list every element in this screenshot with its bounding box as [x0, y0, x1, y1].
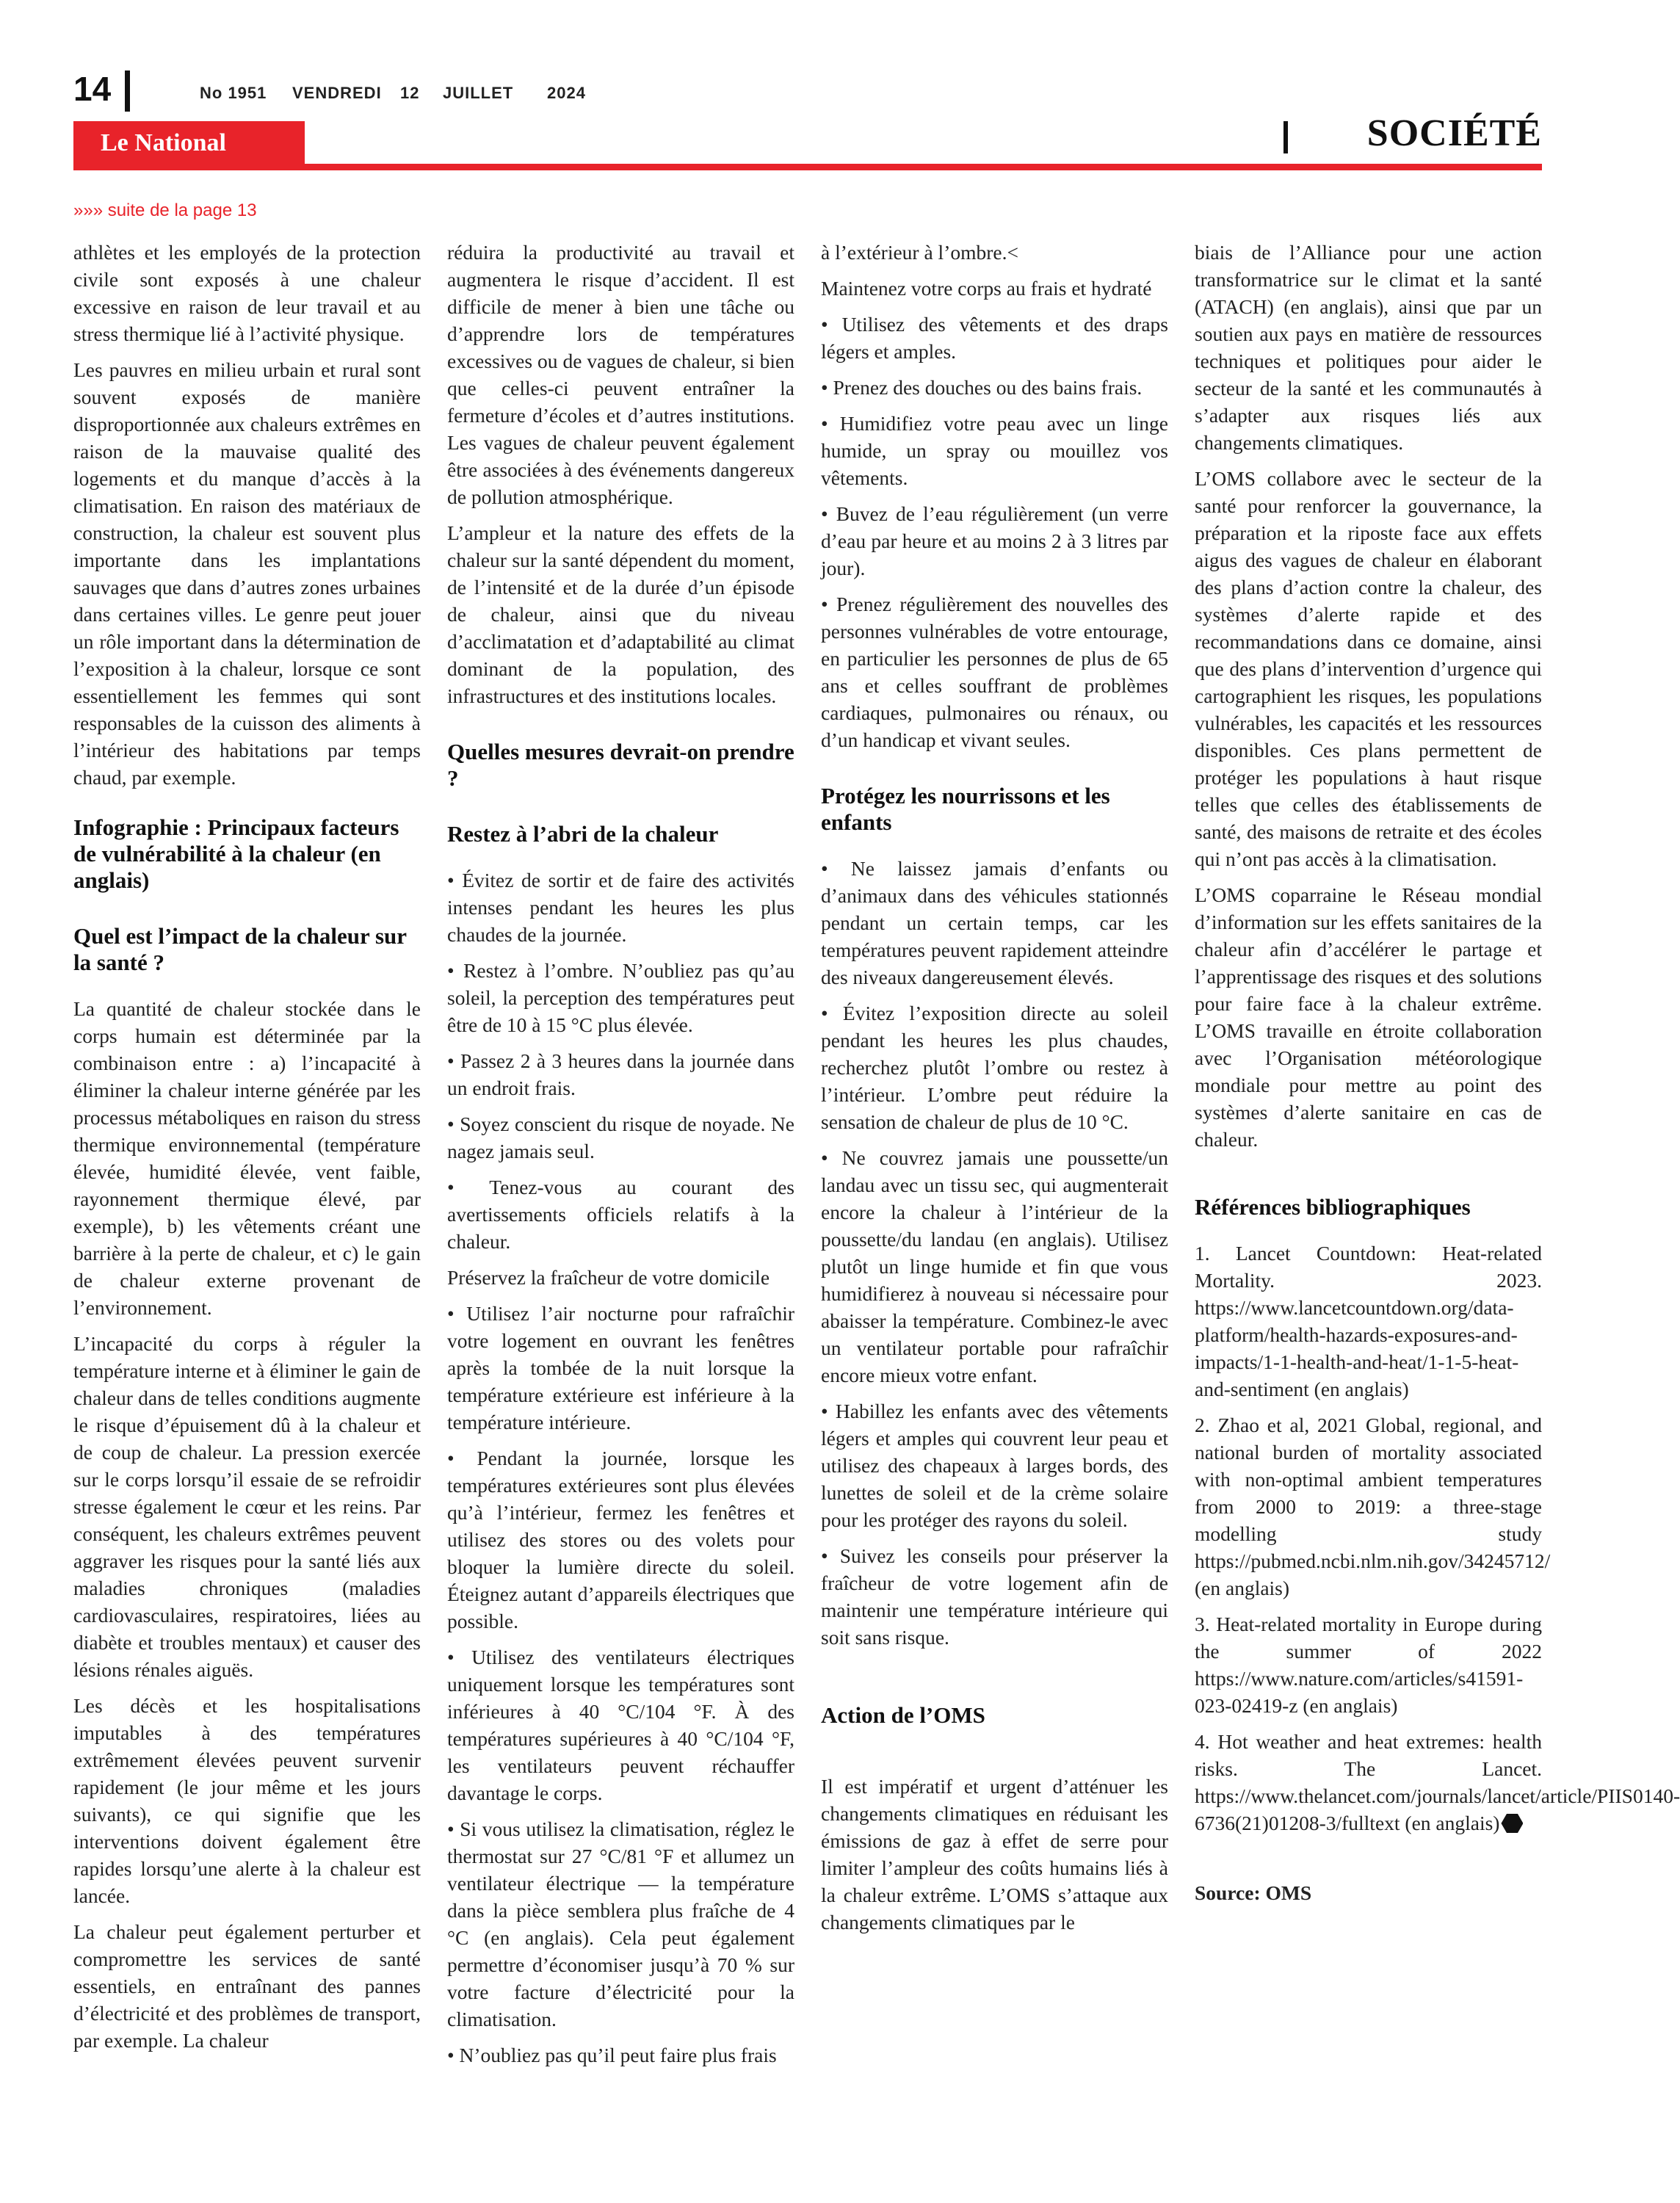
bullet-item: • Humidifiez votre peau avec un linge humide, un spray ou mouillez vos vêtements. [821, 412, 1168, 489]
bullet-item: • Habillez les enfants avec des vêtements légers et amples qui couvrent leur peau et utilisez des chapeaux à larges bords, des lunettes de soleil et de la crème solaire pour les protéger des rayons du soleil. [821, 1400, 1168, 1531]
issue-year: 2024 [547, 84, 586, 102]
issue-month: JUILLET [443, 84, 514, 102]
subheading: Restez à l’abri de la chaleur [447, 821, 719, 847]
bullet-item: • Prenez des douches ou des bains frais. [821, 376, 1143, 399]
paragraph: Il est impératif et urgent d’atténuer les changements climatiques en réduisant les émissions de gaz à effet de serre pour limiter l’ampleur des coûts humains liés à la chaleur extrême. L’OMS s’attaque aux changements climatiques par le [821, 1775, 1168, 1933]
bullet-item: • Prenez régulièrement des nouvelles des personnes vulnérables de votre entourage, en particulier les personnes de plus de 65 ans et celles souffrant de problèmes cardiaques, pulmonaires ou rénaux, ou d’un handicap et vivant seules. [821, 593, 1168, 751]
bullet-item: • Ne couvrez jamais une poussette/un landau avec un tissu sec, qui augmenterait encore la chaleur à l’intérieur de la poussette/du landau (en anglais). Utilisez plutôt un linge humide et fin que vous humidifierez à nouveau si nécessaire pour abaisser la température. Combinez-le avec un ventilateur portable pour rafraîchir encore mieux votre enfant. [821, 1146, 1168, 1386]
paragraph: Les décès et les hospitalisations imputables à des températures extrêmement élevées peuvent survenir rapidement (le jour même et les jours suivants), ce qui signifie que les interventions doivent également être rapides lorsqu’une alerte à la chaleur est lancée. [73, 1694, 421, 1907]
bullet-item: • Buvez de l’eau régulièrement (un verre d’eau par heure et au moins 2 à 3 litres par jour). [821, 502, 1168, 579]
reference-item: 2. Zhao et al, 2021 Global, regional, and national burden of mortality associated with non-optimal ambient temperatures from 2000 to 2019: a three-stage modelling study https://pubmed.ncbi.nlm.nih.gov/34245712/ (en anglais) [1195, 1414, 1551, 1599]
subheading: Action de l’OMS [821, 1702, 985, 1728]
bullet-item: • Tenez-vous au courant des avertissements officiels relatifs à la chaleur. [447, 1176, 794, 1253]
bullet-item: • Passez 2 à 3 heures dans la journée dans un endroit frais. [447, 1049, 794, 1099]
subheading: Infographie : Principaux facteurs de vulnérabilité à la chaleur (en anglais) [73, 814, 399, 893]
paragraph: Préservez la fraîcheur de votre domicile [447, 1266, 770, 1289]
bullet-item: • Évitez l’exposition directe au soleil pendant les heures les plus chaudes, recherchez plutôt l’ombre ou restez à l’intérieur. L’ombre peut réduire la sensation de chaleur de plus de 10 °C. [821, 1002, 1168, 1133]
paragraph: réduira la productivité au travail et augmentera le risque d’accident. Il est difficile de mener à bien une tâche ou d’apprendre lors de températures excessives ou de vagues de chaleur, si bien que celles-ci peuvent entraîner la fermeture d’écoles et d’autres institutions. Les vagues de chaleur peuvent également être associées à des événements dangereux de pollution atmosphérique. [447, 241, 794, 508]
paragraph: Les pauvres en milieu urbain et rural sont souvent exposés de manière disproportionnée aux chaleurs extrêmes en raison de la mauvaise qualité des logements et du manque d’accès à la climatisation. En raison des matériaux de construction, la chaleur est souvent plus importante dans les implantations sauvages que dans d’autres zones urbaines dans certaines villes. Le genre peut jouer un rôle important dans la détermination de l’exposition à la chaleur, lorsque ce sont essentiellement les femmes qui sont responsables de la cuisson des aliments à l’intérieur des habitations par temps chaud, par exemple. [73, 358, 421, 789]
paragraph: Maintenez votre corps au frais et hydraté [821, 277, 1152, 300]
paragraph: à l’extérieur à l’ombre.< [821, 241, 1018, 264]
issue-weekday: VENDREDI [292, 84, 382, 102]
bullet-item: • N’oubliez pas qu’il peut faire plus frais [447, 2044, 777, 2066]
bullet-item: • Utilisez l’air nocturne pour rafraîchir votre logement en ouvrant les fenêtres après la tombée de la nuit lorsque la température extérieure est inférieure à la température intérieure. [447, 1302, 794, 1433]
paragraph: La quantité de chaleur stockée dans le corps humain est déterminée par la combinaison entre : a) l’incapacité à éliminer la chaleur interne générée par les processus métaboliques en raison du stress thermique environnemental (température élevée, humidité élevée, vent faible, rayonnement thermique élevé, par exemple), b) les vêtements créant une barrière à la perte de chaleur, et c) le gain de chaleur externe provenant de l’environnement. [73, 997, 421, 1319]
bullet-item: • Restez à l’ombre. N’oubliez pas qu’au soleil, la perception des températures peut être de 10 à 15 °C plus élevée. [447, 959, 794, 1036]
source-credit: Source: OMS [1195, 1881, 1312, 1904]
bullet-item: • Si vous utilisez la climatisation, réglez le thermostat sur 27 °C/81 °F et allumez un ventilateur électrique — la température dans la pièce semblera plus fraîche de 4 °C (en anglais). Cela peut également permettre d’économiser jusqu’à 70 % sur votre facture d’électricité pour la climatisation. [447, 1817, 794, 2030]
bullet-item: • Suivez les conseils pour préserver la fraîcheur de votre logement afin de maintenir une température intérieure qui soit sans risque. [821, 1544, 1168, 1649]
paragraph: L’incapacité du corps à réguler la température interne et à éliminer le gain de chaleur dans de telles conditions augmente le risque d’épuisement dû à la chaleur et de coup de chaleur. La pression exercée sur le corps lorsqu’il essaie de se refroidir stresse également le cœur et les reins. Par conséquent, les chaleurs extrêmes peuvent aggraver les risques pour la santé liés aux maladies chroniques (maladies cardiovasculaires, respiratoires, liées au diabète et troubles mentaux) et causer des lésions rénales aiguës. [73, 1332, 421, 1681]
paragraph: L’OMS collabore avec le secteur de la santé pour renforcer la gouvernance, la préparation et la riposte face aux effets aigus des vagues de chaleur en élaborant des plans d’action contre la chaleur, des systèmes d’alerte rapide et des recommandations dans ce domaine, ainsi que des plans d’intervention d’urgence qui cartographient les risques, les populations vulnérables, les capacités et les ressources disponibles. Ces plans permettent de protéger les populations à haut risque telles que celles des établissements de santé, des maisons de retraite et des écoles qui n’ont pas accès à la climatisation. [1195, 467, 1542, 870]
bullet-item: • Évitez de sortir et de faire des activités intenses pendant les heures les plus chaudes de la journée. [447, 869, 794, 946]
paragraph: athlètes et les employés de la protection civile sont exposés à une chaleur excessive en raison de leur travail et au stress thermique lié à l’activité physique. [73, 241, 421, 345]
paragraph: biais de l’Alliance pour une action transformatrice sur le climat et la santé (ATACH) (en anglais), ainsi que par un soutien aux pays en matière de ressources techniques et politiques pour aider le secteur de la santé et les communautés à s’adapter aux risques liés aux changements climatiques. [1195, 241, 1542, 454]
column-4 [1195, 239, 1680, 1915]
paragraph: L’OMS coparraine le Réseau mondial d’information sur les effets sanitaires de la chaleur afin d’accélérer le partage et l’apprentissage des risques et des solutions pour faire face à la chaleur extrême. L’OMS travaille en étroite collaboration avec l’Organisation météorologique mondiale pour mettre au point des systèmes d’alerte sanitaire en cas de chaleur. [1195, 883, 1542, 1151]
hexagon-icon [1501, 1814, 1523, 1833]
paragraph: La chaleur peut également perturber et compromettre les services de santé essentiels, en entraînant des pannes d’électricité et des problèmes de transport, par exemple. La chaleur [73, 1920, 421, 2052]
bullet-item: • Ne laissez jamais d’enfants ou d’animaux dans des véhicules stationnés pendant un certain temps, car les températures peuvent rapidement atteindre des niveaux dangereusement élevés. [821, 857, 1168, 988]
bullet-item: • Pendant la journée, lorsque les températures extérieures sont plus élevées qu’à l’intérieur, fermez les fenêtres et utilisez des stores ou des volets pour bloquer la lumière directe du soleil. Éteignez autant d’appareils électriques que possible. [447, 1447, 794, 1632]
section-divider [1283, 121, 1288, 153]
reference-item: 1. Lancet Countdown: Heat-related Mortality. 2023. https://www.lancetcountdown.org/data-platform/health-hazards-exposures-and-impacts/1-1-health-and-heat/1-1-5-heat-and-sentiment (en anglais) [1195, 1242, 1542, 1400]
bullet-item: • Utilisez des ventilateurs électriques uniquement lorsque les températures sont inférieures à 40 °C/104 °F. À des températures supérieures à 40 °C/104 °F, les ventilateurs peuvent réchauffer davantage le corps. [447, 1646, 794, 1804]
section-title: SOCIÉTÉ [1366, 112, 1542, 154]
reference-text: 4. Hot weather and heat extremes: health risks. The Lancet. https://www.thelancet.com/journals/lancet/article/PIIS0140-6736(21)01208-3/fulltext (en anglais) [1195, 1730, 1680, 1834]
column-3 [821, 239, 1168, 1945]
subheading: Protégez les nourrissons et les enfants [821, 783, 1110, 835]
references-heading: Références bibliographiques [1195, 1194, 1471, 1220]
paragraph: L’ampleur et la nature des effets de la chaleur sur la santé dépendent du moment, de l’intensité et de la durée d’un épisode de chaleur, ainsi que du niveau d’acclimatation et d’adaptabilité au climat dominant de la population, des infrastructures et des institutions locales. [447, 521, 794, 707]
subheading: Quelles mesures devrait-on prendre ? [447, 739, 794, 791]
issue-number: No 1951 [200, 84, 267, 102]
bullet-item: • Soyez conscient du risque de noyade. Ne nagez jamais seul. [447, 1113, 794, 1162]
reference-item [1195, 1728, 1680, 1837]
bullet-item: • Utilisez des vêtements et des draps légers et amples. [821, 313, 1168, 363]
reference-item: 3. Heat-related mortality in Europe during the summer of 2022 https://www.nature.com/articles/s41591-023-02419-z (en anglais) [1195, 1613, 1542, 1717]
continued-from: »»» suite de la page 13 [73, 200, 257, 220]
page-number-divider [125, 70, 130, 112]
column-1 [73, 239, 421, 2063]
brand-logo: Le National [101, 129, 226, 156]
column-2 [447, 239, 794, 2077]
page-number: 14 [73, 70, 112, 108]
subheading: Quel est l’impact de la chaleur sur la santé ? [73, 923, 407, 975]
issue-day: 12 [400, 84, 420, 102]
